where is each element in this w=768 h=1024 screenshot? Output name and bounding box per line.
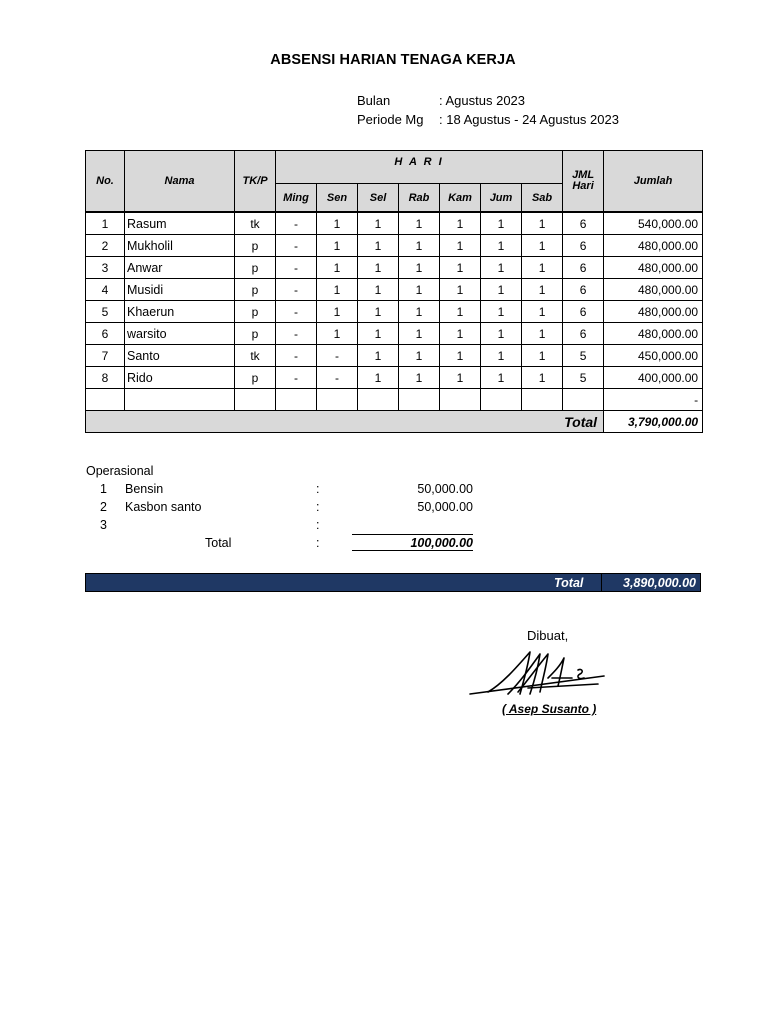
header-no: No.: [86, 151, 125, 213]
cell-day: -: [276, 323, 317, 345]
cell-day: [481, 389, 522, 411]
cell-day: -: [276, 279, 317, 301]
header-jumlah: Jumlah: [604, 151, 703, 213]
period-label: Periode Mg: [357, 112, 424, 127]
cell-day: 1: [522, 235, 563, 257]
month-line: [357, 93, 525, 108]
header-day: Sel: [358, 184, 399, 213]
cell-day: 1: [481, 367, 522, 389]
cell-day: [399, 389, 440, 411]
cell-no: 1: [86, 212, 125, 235]
cell-day: 1: [358, 235, 399, 257]
cell-tkp: p: [235, 235, 276, 257]
cell-nama: Khaerun: [125, 301, 235, 323]
cell-day: 1: [522, 301, 563, 323]
header-day: Jum: [481, 184, 522, 213]
cell-tkp: p: [235, 367, 276, 389]
cell-tkp: p: [235, 323, 276, 345]
cell-jumlah: 480,000.00: [604, 279, 703, 301]
cell-no: 3: [86, 257, 125, 279]
cell-no: 2: [86, 235, 125, 257]
cell-day: 1: [317, 279, 358, 301]
cell-nama: [125, 389, 235, 411]
header-day: Ming: [276, 184, 317, 213]
cell-jml-hari: 6: [563, 235, 604, 257]
cell-day: 1: [317, 257, 358, 279]
table-row: [86, 389, 703, 411]
cell-no: [86, 389, 125, 411]
table-row: [86, 212, 703, 235]
cell-day: 1: [440, 235, 481, 257]
cell-day: 1: [440, 212, 481, 235]
cell-nama: Rido: [125, 367, 235, 389]
cell-day: 1: [358, 367, 399, 389]
cell-no: 4: [86, 279, 125, 301]
table-total-value: 3,790,000.00: [604, 411, 703, 433]
ops-item-no: 3: [100, 518, 107, 532]
cell-day: 1: [399, 367, 440, 389]
cell-tkp: tk: [235, 212, 276, 235]
cell-day: 1: [399, 212, 440, 235]
header-day: Sen: [317, 184, 358, 213]
cell-day: [276, 389, 317, 411]
cell-day: 1: [358, 212, 399, 235]
cell-nama: Rasum: [125, 212, 235, 235]
cell-day: 1: [522, 345, 563, 367]
cell-day: -: [276, 257, 317, 279]
cell-jumlah: 480,000.00: [604, 301, 703, 323]
cell-nama: Santo: [125, 345, 235, 367]
grand-total-label: Total: [554, 576, 584, 590]
cell-day: 1: [481, 212, 522, 235]
cell-jumlah: 450,000.00: [604, 345, 703, 367]
ops-item-value: 50,000.00: [417, 500, 473, 514]
signature-image: [468, 648, 608, 700]
table-row: [86, 279, 703, 301]
ops-item-value: 50,000.00: [417, 482, 473, 496]
table-total-label: Total: [86, 411, 604, 433]
cell-day: -: [276, 367, 317, 389]
cell-day: [317, 389, 358, 411]
cell-day: -: [276, 212, 317, 235]
ops-item-no: 1: [100, 482, 107, 496]
cell-day: 1: [358, 323, 399, 345]
ops-total-label: Total: [205, 536, 232, 550]
table-row: [86, 367, 703, 389]
cell-jml-hari: 6: [563, 301, 604, 323]
cell-jumlah: 480,000.00: [604, 257, 703, 279]
cell-jml-hari: 5: [563, 367, 604, 389]
grand-total-divider: [601, 574, 602, 591]
ops-item-colon: :: [316, 482, 320, 496]
cell-day: [358, 389, 399, 411]
cell-day: [522, 389, 563, 411]
cell-day: 1: [481, 279, 522, 301]
period-value: : 18 Agustus - 24 Agustus 2023: [439, 112, 619, 127]
cell-day: 1: [317, 212, 358, 235]
cell-day: 1: [440, 323, 481, 345]
ops-item-desc: Bensin: [125, 482, 164, 496]
cell-day: 1: [481, 235, 522, 257]
ops-total-colon: :: [316, 536, 320, 550]
cell-day: 1: [522, 279, 563, 301]
ops-item-no: 2: [100, 500, 107, 514]
header-day: Sab: [522, 184, 563, 213]
cell-day: 1: [522, 323, 563, 345]
cell-tkp: p: [235, 257, 276, 279]
cell-day: 1: [522, 212, 563, 235]
cell-day: 1: [440, 345, 481, 367]
cell-nama: Musidi: [125, 279, 235, 301]
cell-day: 1: [440, 301, 481, 323]
cell-day: 1: [358, 279, 399, 301]
cell-day: 1: [317, 301, 358, 323]
cell-no: 8: [86, 367, 125, 389]
header-day: Rab: [399, 184, 440, 213]
cell-tkp: [235, 389, 276, 411]
cell-no: 6: [86, 323, 125, 345]
month-value: : Agustus 2023: [439, 93, 526, 108]
ops-total-value: 100,000.00: [352, 534, 473, 551]
cell-day: [440, 389, 481, 411]
attendance-table: [85, 150, 703, 433]
cell-jumlah: 480,000.00: [604, 235, 703, 257]
cell-day: 1: [481, 323, 522, 345]
cell-jumlah: 400,000.00: [604, 367, 703, 389]
cell-nama: Mukholil: [125, 235, 235, 257]
cell-day: 1: [399, 235, 440, 257]
cell-tkp: tk: [235, 345, 276, 367]
cell-nama: warsito: [125, 323, 235, 345]
cell-day: -: [276, 345, 317, 367]
page-title: ABSENSI HARIAN TENAGA KERJA: [270, 52, 516, 68]
cell-tkp: p: [235, 279, 276, 301]
cell-day: -: [317, 367, 358, 389]
cell-jml-hari: 6: [563, 279, 604, 301]
cell-day: 1: [317, 323, 358, 345]
cell-day: 1: [317, 235, 358, 257]
cell-no: 5: [86, 301, 125, 323]
table-row: [86, 235, 703, 257]
cell-day: 1: [358, 257, 399, 279]
cell-day: 1: [358, 345, 399, 367]
cell-day: -: [276, 235, 317, 257]
cell-jml-hari: [563, 389, 604, 411]
grand-total-bar: [85, 573, 701, 592]
cell-day: -: [317, 345, 358, 367]
ops-item: [86, 482, 486, 500]
cell-day: 1: [522, 367, 563, 389]
cell-day: -: [276, 301, 317, 323]
cell-jumlah: 540,000.00: [604, 212, 703, 235]
header-tkp: TK/P: [235, 151, 276, 213]
operasional-heading: Operasional: [86, 464, 154, 478]
table-row: [86, 301, 703, 323]
ops-item-colon: :: [316, 518, 320, 532]
cell-day: 1: [399, 301, 440, 323]
cell-day: 1: [481, 257, 522, 279]
header-nama: Nama: [125, 151, 235, 213]
cell-day: 1: [440, 279, 481, 301]
cell-day: 1: [399, 345, 440, 367]
ops-item-desc: Kasbon santo: [125, 500, 202, 514]
signer-name: ( Asep Susanto ): [502, 702, 597, 716]
cell-jml-hari: 6: [563, 212, 604, 235]
ops-total-row: [86, 536, 486, 554]
cell-jumlah: -: [604, 389, 703, 411]
cell-jml-hari: 6: [563, 323, 604, 345]
table-row: [86, 323, 703, 345]
cell-jumlah: 480,000.00: [604, 323, 703, 345]
header-hari: H A R I: [276, 151, 563, 184]
cell-day: 1: [440, 257, 481, 279]
cell-day: 1: [481, 345, 522, 367]
cell-day: 1: [481, 301, 522, 323]
cell-day: 1: [358, 301, 399, 323]
cell-day: 1: [399, 279, 440, 301]
cell-day: 1: [399, 257, 440, 279]
ops-item-colon: :: [316, 500, 320, 514]
cell-day: 1: [440, 367, 481, 389]
table-row: [86, 345, 703, 367]
period-line: [357, 112, 619, 127]
cell-jml-hari: 5: [563, 345, 604, 367]
header-jml-hari: JML Hari: [563, 151, 604, 213]
month-label: Bulan: [357, 93, 391, 108]
cell-day: 1: [522, 257, 563, 279]
header-day: Kam: [440, 184, 481, 213]
grand-total-value: 3,890,000.00: [623, 576, 696, 590]
cell-nama: Anwar: [125, 257, 235, 279]
cell-jml-hari: 6: [563, 257, 604, 279]
cell-day: 1: [399, 323, 440, 345]
table-row: [86, 257, 703, 279]
ops-item: [86, 500, 486, 518]
cell-tkp: p: [235, 301, 276, 323]
cell-no: 7: [86, 345, 125, 367]
made-by-label: Dibuat,: [527, 628, 569, 643]
